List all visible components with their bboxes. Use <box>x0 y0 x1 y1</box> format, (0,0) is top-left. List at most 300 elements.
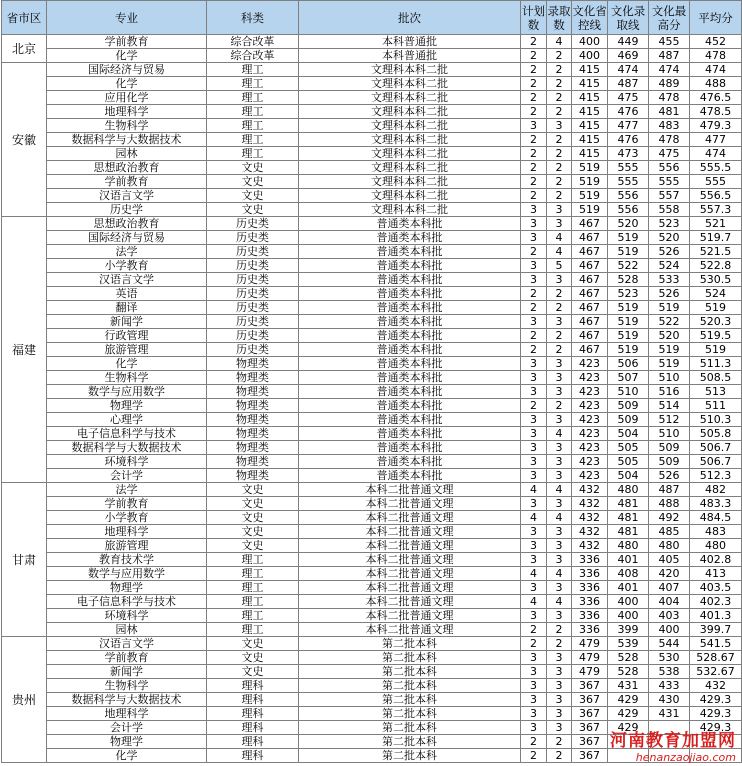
cell-major: 历史学 <box>47 203 207 217</box>
cell-category: 理工 <box>207 581 299 595</box>
table-row <box>2 35 742 49</box>
cell-batch: 本科二批普通文理 <box>299 553 521 567</box>
cell-plan-count: 2 <box>521 301 547 315</box>
cell-plan-count: 3 <box>521 441 547 455</box>
cell-control-line: 467 <box>572 343 608 357</box>
cell-category: 历史类 <box>207 315 299 329</box>
cell-major: 旅游管理 <box>47 539 207 553</box>
cell-control-line: 423 <box>572 413 608 427</box>
cell-category: 历史类 <box>207 343 299 357</box>
cell-plan-count: 3 <box>521 665 547 679</box>
header-province: 省市区 <box>2 1 47 35</box>
cell-admit-line: 429 <box>608 707 649 721</box>
cell-control-line: 415 <box>572 105 608 119</box>
cell-control-line: 336 <box>572 609 608 623</box>
table-row <box>2 91 742 105</box>
cell-batch: 普通类本科批 <box>299 301 521 315</box>
cell-batch: 文理科本科二批 <box>299 147 521 161</box>
cell-major: 园林 <box>47 147 207 161</box>
cell-major: 地理科学 <box>47 707 207 721</box>
cell-batch: 文理科本科二批 <box>299 175 521 189</box>
cell-admit-count: 2 <box>547 749 572 763</box>
cell-plan-count: 2 <box>521 637 547 651</box>
header-control-line: 文化省控线 <box>572 1 608 35</box>
cell-control-line: 467 <box>572 259 608 273</box>
cell-admit-line: 400 <box>608 609 649 623</box>
cell-batch: 文理科本科二批 <box>299 203 521 217</box>
table-row <box>2 637 742 651</box>
cell-admit-count: 2 <box>547 147 572 161</box>
cell-average: 479.3 <box>690 119 742 133</box>
cell-control-line: 467 <box>572 231 608 245</box>
cell-admit-line: 487 <box>608 77 649 91</box>
cell-max-score: 544 <box>649 637 690 651</box>
cell-category: 文史 <box>207 497 299 511</box>
cell-batch: 普通类本科批 <box>299 329 521 343</box>
cell-admit-line: 519 <box>608 343 649 357</box>
cell-admit-count: 3 <box>547 273 572 287</box>
cell-average: 519.5 <box>690 329 742 343</box>
cell-average: 528.67 <box>690 651 742 665</box>
cell-average: 556.5 <box>690 189 742 203</box>
cell-category: 理工 <box>207 623 299 637</box>
cell-category: 物理类 <box>207 469 299 483</box>
cell-control-line: 467 <box>572 245 608 259</box>
cell-category: 历史类 <box>207 245 299 259</box>
cell-max-score: 488 <box>649 497 690 511</box>
cell-max-score: 474 <box>649 63 690 77</box>
cell-admit-count: 3 <box>547 413 572 427</box>
cell-category: 理工 <box>207 595 299 609</box>
cell-plan-count: 3 <box>521 679 547 693</box>
table-row <box>2 721 742 735</box>
cell-average: 521 <box>690 217 742 231</box>
cell-admit-count: 2 <box>547 399 572 413</box>
cell-batch: 第二批本科 <box>299 637 521 651</box>
table-row <box>2 371 742 385</box>
cell-major: 化学 <box>47 749 207 763</box>
cell-average: 557.3 <box>690 203 742 217</box>
cell-admit-line: 449 <box>608 35 649 49</box>
cell-control-line: 423 <box>572 357 608 371</box>
table-row <box>2 245 742 259</box>
cell-admit-line <box>608 735 649 749</box>
cell-admit-count: 2 <box>547 63 572 77</box>
cell-major: 生物科学 <box>47 371 207 385</box>
cell-max-score: 516 <box>649 385 690 399</box>
header-row <box>2 1 742 35</box>
cell-province: 北京 <box>2 35 47 63</box>
cell-admit-count: 3 <box>547 581 572 595</box>
cell-admit-count: 3 <box>547 371 572 385</box>
cell-major: 数学与应用数学 <box>47 385 207 399</box>
table-row <box>2 49 742 63</box>
cell-category: 理工 <box>207 119 299 133</box>
cell-average: 478.5 <box>690 105 742 119</box>
table-row <box>2 147 742 161</box>
cell-batch: 本科二批普通文理 <box>299 623 521 637</box>
cell-average: 508.5 <box>690 371 742 385</box>
cell-control-line: 519 <box>572 161 608 175</box>
cell-batch: 第二批本科 <box>299 651 521 665</box>
cell-major: 法学 <box>47 245 207 259</box>
cell-batch: 第二批本科 <box>299 749 521 763</box>
cell-plan-count: 3 <box>521 581 547 595</box>
cell-admit-line: 519 <box>608 315 649 329</box>
cell-max-score: 487 <box>649 483 690 497</box>
cell-category: 理工 <box>207 91 299 105</box>
cell-major: 数据科学与大数据技术 <box>47 441 207 455</box>
cell-average: 555 <box>690 175 742 189</box>
cell-control-line: 367 <box>572 693 608 707</box>
cell-control-line: 467 <box>572 287 608 301</box>
cell-plan-count: 3 <box>521 497 547 511</box>
cell-plan-count: 3 <box>521 553 547 567</box>
cell-plan-count: 3 <box>521 371 547 385</box>
cell-control-line: 400 <box>572 49 608 63</box>
cell-max-score: 520 <box>649 329 690 343</box>
cell-control-line: 367 <box>572 679 608 693</box>
cell-average: 483 <box>690 525 742 539</box>
cell-max-score: 538 <box>649 665 690 679</box>
cell-batch: 第二批本科 <box>299 735 521 749</box>
cell-category: 理工 <box>207 609 299 623</box>
cell-admit-line: 474 <box>608 63 649 77</box>
cell-average: 506.7 <box>690 441 742 455</box>
cell-max-score: 526 <box>649 245 690 259</box>
table-row <box>2 665 742 679</box>
cell-admit-count: 3 <box>547 203 572 217</box>
cell-admit-count: 4 <box>547 483 572 497</box>
cell-plan-count: 2 <box>521 245 547 259</box>
cell-admit-count: 2 <box>547 105 572 119</box>
cell-category: 物理类 <box>207 357 299 371</box>
cell-average: 401.3 <box>690 609 742 623</box>
cell-max-score: 478 <box>649 133 690 147</box>
cell-control-line: 423 <box>572 399 608 413</box>
cell-major: 地理科学 <box>47 525 207 539</box>
cell-average: 510.3 <box>690 413 742 427</box>
cell-control-line: 423 <box>572 469 608 483</box>
cell-category: 物理类 <box>207 413 299 427</box>
cell-plan-count: 2 <box>521 161 547 175</box>
cell-admit-count: 3 <box>547 525 572 539</box>
cell-average: 429.3 <box>690 707 742 721</box>
cell-max-score: 420 <box>649 567 690 581</box>
table-row <box>2 483 742 497</box>
cell-max-score: 481 <box>649 105 690 119</box>
watermark-brand: 河南教育加盟网 <box>610 731 736 751</box>
cell-plan-count: 2 <box>521 35 547 49</box>
table-body <box>2 35 742 763</box>
table-row <box>2 343 742 357</box>
cell-average: 530.5 <box>690 273 742 287</box>
cell-category: 理工 <box>207 105 299 119</box>
cell-major: 化学 <box>47 49 207 63</box>
cell-control-line: 415 <box>572 77 608 91</box>
table-row <box>2 203 742 217</box>
cell-batch: 普通类本科批 <box>299 385 521 399</box>
cell-major: 翻译 <box>47 301 207 315</box>
table-row <box>2 497 742 511</box>
cell-average: 483.3 <box>690 497 742 511</box>
cell-control-line: 467 <box>572 315 608 329</box>
cell-admit-line: 475 <box>608 91 649 105</box>
table-row <box>2 427 742 441</box>
cell-admit-line: 408 <box>608 567 649 581</box>
header-plan-count: 计划数 <box>521 1 547 35</box>
cell-plan-count: 2 <box>521 399 547 413</box>
cell-average: 512.3 <box>690 469 742 483</box>
cell-average: 474 <box>690 147 742 161</box>
cell-major: 学前教育 <box>47 651 207 665</box>
cell-plan-count: 2 <box>521 735 547 749</box>
cell-average: 452 <box>690 35 742 49</box>
cell-batch: 文理科本科二批 <box>299 63 521 77</box>
cell-control-line: 423 <box>572 441 608 455</box>
cell-batch: 文理科本科二批 <box>299 189 521 203</box>
cell-plan-count: 2 <box>521 175 547 189</box>
cell-batch: 本科二批普通文理 <box>299 609 521 623</box>
cell-control-line: 336 <box>572 567 608 581</box>
cell-admit-line: 528 <box>608 273 649 287</box>
table-row <box>2 231 742 245</box>
cell-control-line: 415 <box>572 133 608 147</box>
cell-major: 电子信息科学与技术 <box>47 427 207 441</box>
header-admit-count: 录取数 <box>547 1 572 35</box>
cell-control-line: 432 <box>572 525 608 539</box>
table-row <box>2 735 742 749</box>
cell-admit-count: 4 <box>547 595 572 609</box>
cell-plan-count: 3 <box>521 259 547 273</box>
cell-admit-count: 2 <box>547 329 572 343</box>
cell-major: 汉语言文学 <box>47 189 207 203</box>
cell-major: 新闻学 <box>47 315 207 329</box>
cell-plan-count: 4 <box>521 567 547 581</box>
cell-admit-count: 2 <box>547 301 572 315</box>
cell-admit-line: 519 <box>608 329 649 343</box>
cell-batch: 普通类本科批 <box>299 357 521 371</box>
cell-major: 物理学 <box>47 581 207 595</box>
table-row <box>2 707 742 721</box>
cell-admit-line: 504 <box>608 427 649 441</box>
cell-average: 429.3 <box>690 721 742 735</box>
cell-control-line: 479 <box>572 665 608 679</box>
cell-plan-count: 2 <box>521 623 547 637</box>
cell-max-score: 514 <box>649 399 690 413</box>
cell-batch: 普通类本科批 <box>299 231 521 245</box>
cell-admit-count: 3 <box>547 679 572 693</box>
cell-average: 399.7 <box>690 623 742 637</box>
cell-max-score: 555 <box>649 175 690 189</box>
cell-batch: 本科二批普通文理 <box>299 567 521 581</box>
cell-admit-count: 3 <box>547 455 572 469</box>
cell-max-score: 475 <box>649 147 690 161</box>
cell-control-line: 336 <box>572 595 608 609</box>
cell-category: 理工 <box>207 147 299 161</box>
cell-admit-line: 481 <box>608 525 649 539</box>
cell-category: 综合改革 <box>207 49 299 63</box>
cell-average: 432 <box>690 679 742 693</box>
table-row <box>2 133 742 147</box>
cell-admit-line: 523 <box>608 287 649 301</box>
watermark-url: henanzaojiao.com <box>635 751 736 764</box>
cell-control-line: 467 <box>572 273 608 287</box>
cell-control-line: 519 <box>572 189 608 203</box>
cell-category: 理工 <box>207 63 299 77</box>
header-admit-line: 文化录取线 <box>608 1 649 35</box>
cell-max-score <box>649 735 690 749</box>
cell-major: 地理科学 <box>47 105 207 119</box>
cell-plan-count: 2 <box>521 91 547 105</box>
cell-admit-line: 429 <box>608 693 649 707</box>
cell-max-score: 522 <box>649 315 690 329</box>
table-row <box>2 357 742 371</box>
cell-admit-count: 4 <box>547 511 572 525</box>
cell-admit-line: 476 <box>608 133 649 147</box>
cell-control-line: 479 <box>572 651 608 665</box>
cell-control-line: 367 <box>572 735 608 749</box>
cell-max-score: 510 <box>649 371 690 385</box>
table-row <box>2 623 742 637</box>
cell-average: 511.3 <box>690 357 742 371</box>
cell-major: 生物科学 <box>47 119 207 133</box>
cell-max-score <box>649 749 690 763</box>
cell-max-score: 478 <box>649 91 690 105</box>
table-row <box>2 749 742 763</box>
cell-admit-count: 4 <box>547 35 572 49</box>
cell-plan-count: 3 <box>521 707 547 721</box>
cell-batch: 普通类本科批 <box>299 413 521 427</box>
cell-major: 心理学 <box>47 413 207 427</box>
cell-category: 理工 <box>207 133 299 147</box>
cell-category: 物理类 <box>207 385 299 399</box>
cell-max-score: 526 <box>649 469 690 483</box>
table-row <box>2 287 742 301</box>
cell-plan-count: 4 <box>521 511 547 525</box>
cell-control-line: 432 <box>572 511 608 525</box>
cell-major: 小学教育 <box>47 511 207 525</box>
cell-major: 物理学 <box>47 735 207 749</box>
table-row <box>2 63 742 77</box>
cell-max-score <box>649 721 690 735</box>
cell-category: 历史类 <box>207 287 299 301</box>
cell-admit-line: 473 <box>608 147 649 161</box>
table-row <box>2 329 742 343</box>
cell-control-line: 415 <box>572 147 608 161</box>
cell-admit-line: 519 <box>608 231 649 245</box>
cell-admit-count: 2 <box>547 49 572 63</box>
cell-major: 行政管理 <box>47 329 207 343</box>
table-row <box>2 399 742 413</box>
cell-admit-line: 556 <box>608 203 649 217</box>
cell-control-line: 479 <box>572 637 608 651</box>
cell-category: 理科 <box>207 707 299 721</box>
cell-max-score: 509 <box>649 455 690 469</box>
cell-max-score: 431 <box>649 707 690 721</box>
cell-batch: 文理科本科二批 <box>299 77 521 91</box>
table-row <box>2 175 742 189</box>
cell-max-score: 520 <box>649 231 690 245</box>
cell-batch: 普通类本科批 <box>299 217 521 231</box>
cell-max-score: 433 <box>649 679 690 693</box>
header-average: 平均分 <box>690 1 742 35</box>
cell-max-score: 519 <box>649 343 690 357</box>
table-row <box>2 693 742 707</box>
cell-max-score: 519 <box>649 357 690 371</box>
cell-admit-line: 519 <box>608 301 649 315</box>
cell-admit-line: 481 <box>608 511 649 525</box>
cell-average: 524 <box>690 287 742 301</box>
cell-admit-line: 505 <box>608 441 649 455</box>
cell-control-line: 519 <box>572 203 608 217</box>
cell-control-line: 336 <box>572 553 608 567</box>
cell-plan-count: 2 <box>521 147 547 161</box>
cell-average: 402.3 <box>690 595 742 609</box>
cell-category: 文史 <box>207 651 299 665</box>
cell-average: 477 <box>690 133 742 147</box>
cell-control-line: 432 <box>572 497 608 511</box>
cell-control-line: 423 <box>572 427 608 441</box>
cell-plan-count: 3 <box>521 119 547 133</box>
cell-category: 理科 <box>207 735 299 749</box>
cell-batch: 普通类本科批 <box>299 455 521 469</box>
cell-average <box>690 749 742 763</box>
cell-admit-count: 3 <box>547 441 572 455</box>
cell-max-score: 492 <box>649 511 690 525</box>
cell-admit-line: 480 <box>608 483 649 497</box>
cell-major: 化学 <box>47 357 207 371</box>
table-row <box>2 161 742 175</box>
cell-plan-count: 3 <box>521 609 547 623</box>
cell-batch: 文理科本科二批 <box>299 161 521 175</box>
cell-admit-count: 3 <box>547 693 572 707</box>
cell-admit-line: 507 <box>608 371 649 385</box>
cell-admit-count: 2 <box>547 343 572 357</box>
cell-admit-count: 2 <box>547 735 572 749</box>
cell-category: 理科 <box>207 693 299 707</box>
cell-control-line: 467 <box>572 329 608 343</box>
cell-admit-count: 2 <box>547 77 572 91</box>
cell-control-line: 400 <box>572 35 608 49</box>
table-row <box>2 651 742 665</box>
cell-control-line: 415 <box>572 63 608 77</box>
cell-control-line: 423 <box>572 385 608 399</box>
cell-category: 文史 <box>207 483 299 497</box>
cell-average: 519 <box>690 343 742 357</box>
cell-admit-count: 2 <box>547 133 572 147</box>
table-row <box>2 539 742 553</box>
cell-major: 教育技术学 <box>47 553 207 567</box>
cell-admit-count: 3 <box>547 357 572 371</box>
cell-control-line: 467 <box>572 217 608 231</box>
admission-score-table <box>1 0 742 763</box>
table-row <box>2 315 742 329</box>
cell-category: 物理类 <box>207 399 299 413</box>
cell-admit-line: 528 <box>608 651 649 665</box>
cell-control-line: 519 <box>572 175 608 189</box>
cell-admit-count: 4 <box>547 427 572 441</box>
table-row <box>2 385 742 399</box>
table-row <box>2 469 742 483</box>
cell-major: 思想政治教育 <box>47 161 207 175</box>
cell-major: 学前教育 <box>47 35 207 49</box>
cell-admit-line: 522 <box>608 259 649 273</box>
cell-plan-count: 3 <box>521 413 547 427</box>
cell-batch: 本科二批普通文理 <box>299 497 521 511</box>
cell-batch: 本科二批普通文理 <box>299 595 521 609</box>
cell-max-score: 509 <box>649 441 690 455</box>
